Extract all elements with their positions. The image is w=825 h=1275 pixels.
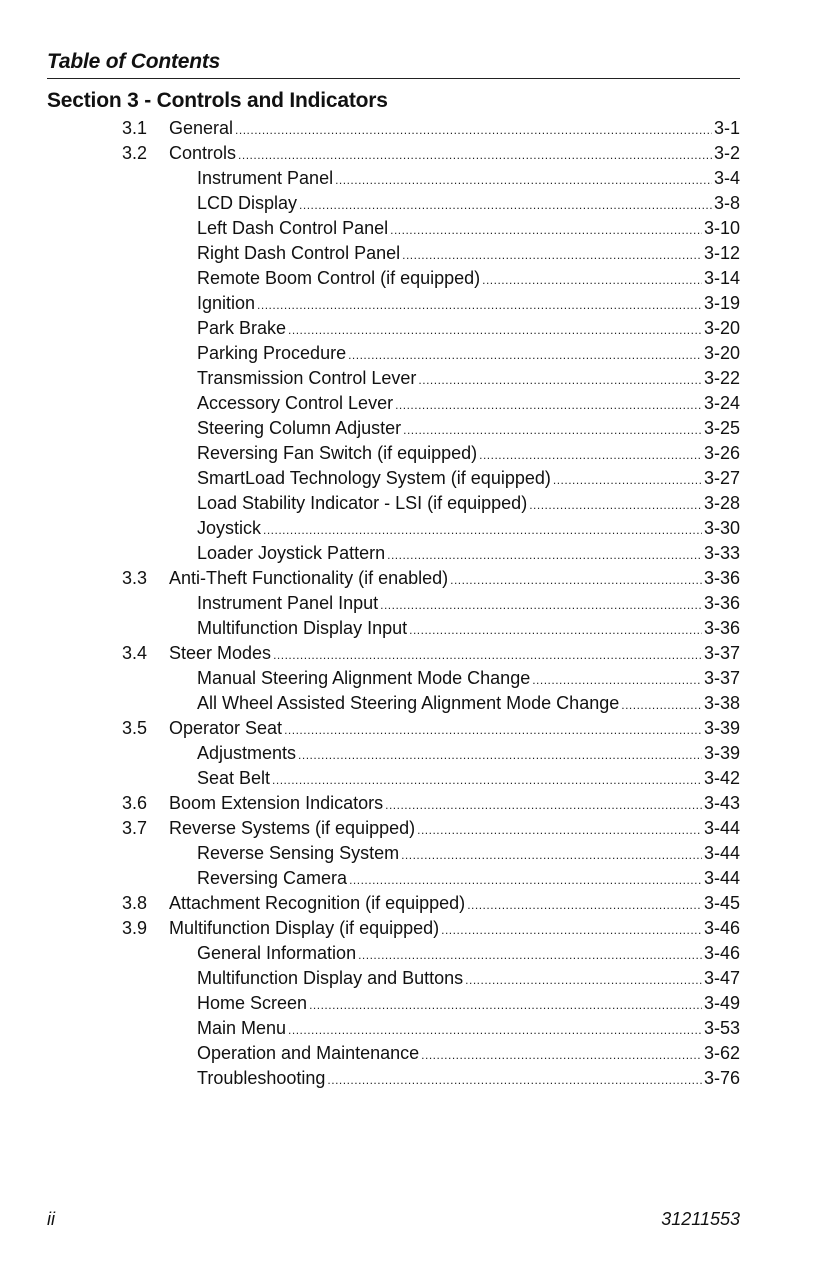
toc-entry[interactable]: [0, 641, 825, 666]
dot-leader: [403, 418, 702, 443]
toc-entry-body: [197, 216, 740, 243]
toc-entry-number: 3.4: [122, 643, 148, 663]
toc-entry-page: 3-46: [703, 918, 740, 938]
toc-entry-body: [169, 891, 740, 918]
toc-entry-page: 3-37: [703, 643, 740, 663]
toc-entry-body: [197, 241, 740, 268]
dot-leader: [482, 268, 702, 293]
dot-leader: [299, 193, 712, 218]
toc-entry-body: [197, 1066, 740, 1093]
toc-entry-number: 3.7: [122, 818, 148, 838]
dot-leader: [402, 243, 702, 268]
toc-entry-label: Attachment Recognition (if equipped): [169, 893, 466, 913]
toc-entry[interactable]: [0, 691, 825, 716]
toc-entry-body: [197, 466, 740, 493]
toc-entry-body: [197, 866, 740, 893]
toc-entry-page: 3-8: [713, 193, 740, 213]
dot-leader: [284, 718, 702, 743]
toc-entry-page: 3-76: [703, 1068, 740, 1088]
dot-leader: [621, 693, 702, 718]
toc-entry-page: 3-42: [703, 768, 740, 788]
toc-entry-label: Main Menu: [197, 1018, 287, 1038]
dot-leader: [385, 793, 702, 818]
toc-entry-label: Manual Steering Alignment Mode Change: [197, 668, 531, 688]
toc-entry[interactable]: [0, 891, 825, 916]
toc-entry-body: [169, 566, 740, 593]
dot-leader: [358, 943, 702, 968]
toc-entry-number: 3.3: [122, 568, 148, 588]
toc-entry-label: Anti-Theft Functionality (if enabled): [169, 568, 449, 588]
toc-entry-page: 3-36: [703, 593, 740, 613]
toc-entry-label: Home Screen: [197, 993, 308, 1013]
toc-entry[interactable]: [0, 241, 825, 266]
toc-entry-page: 3-12: [703, 243, 740, 263]
toc-entry-body: [197, 291, 740, 318]
toc-entry-body: [197, 366, 740, 393]
toc-entry[interactable]: [0, 541, 825, 566]
toc-entry-number: 3.1: [122, 118, 148, 138]
toc-entry-page: 3-39: [703, 743, 740, 763]
toc-entry-page: 3-47: [703, 968, 740, 988]
toc-entry-body: [197, 341, 740, 368]
toc-entry-label: Joystick: [197, 518, 262, 538]
toc-entry-page: 3-39: [703, 718, 740, 738]
toc-entry-label: Reversing Fan Switch (if equipped): [197, 443, 478, 463]
toc-entry[interactable]: [0, 591, 825, 616]
toc-entry-page: 3-22: [703, 368, 740, 388]
toc-entry-body: [197, 391, 740, 418]
toc-entry-label: Troubleshooting: [197, 1068, 326, 1088]
toc-entry-body: [197, 591, 740, 618]
toc-entry-page: 3-4: [713, 168, 740, 188]
toc-entry[interactable]: [0, 866, 825, 891]
toc-entry[interactable]: [0, 1016, 825, 1041]
toc-entry-page: 3-1: [713, 118, 740, 138]
toc-entry-page: 3-19: [703, 293, 740, 313]
toc-entry-label: Steer Modes: [169, 643, 272, 663]
toc-entry-page: 3-46: [703, 943, 740, 963]
toc-entry-number: 3.9: [122, 918, 148, 938]
toc-entry[interactable]: [0, 791, 825, 816]
toc-entry-body: [197, 991, 740, 1018]
toc-entry-page: 3-20: [703, 343, 740, 363]
toc-entry[interactable]: [0, 916, 825, 941]
section-title: Section 3 - Controls and Indicators: [47, 89, 388, 112]
toc-entry-body: [169, 791, 740, 818]
toc-entry-body: [197, 266, 740, 293]
toc-entry-label: Operator Seat: [169, 718, 283, 738]
toc-entry-label: Loader Joystick Pattern: [197, 543, 386, 563]
dot-leader: [529, 493, 702, 518]
dot-leader: [467, 893, 702, 918]
toc-entry-page: 3-30: [703, 518, 740, 538]
toc-entry[interactable]: [0, 716, 825, 741]
dot-leader: [401, 843, 702, 868]
toc-entry-label: LCD Display: [197, 193, 298, 213]
toc-entry-body: [169, 716, 740, 743]
toc-entry-number: 3.2: [122, 143, 148, 163]
toc-entry[interactable]: [0, 766, 825, 791]
toc-entry[interactable]: [0, 566, 825, 591]
dot-leader: [421, 1043, 702, 1068]
toc-entry-label: Park Brake: [197, 318, 287, 338]
toc-entry[interactable]: [0, 391, 825, 416]
toc-entry-label: Multifunction Display and Buttons: [197, 968, 464, 988]
toc-entry-page: 3-2: [713, 143, 740, 163]
toc-entry-page: 3-38: [703, 693, 740, 713]
toc-entry-label: Reverse Systems (if equipped): [169, 818, 416, 838]
toc-entry-label: Controls: [169, 143, 237, 163]
dot-leader: [409, 618, 702, 643]
dot-leader: [235, 118, 712, 143]
toc-entry-body: [197, 516, 740, 543]
dot-leader: [395, 393, 702, 418]
dot-leader: [553, 468, 702, 493]
toc-entry-page: 3-37: [703, 668, 740, 688]
dot-leader: [532, 668, 702, 693]
toc-entry-body: [197, 941, 740, 968]
toc-entry[interactable]: [0, 216, 825, 241]
toc-entry[interactable]: [0, 291, 825, 316]
toc-entry-label: Right Dash Control Panel: [197, 243, 401, 263]
toc-entry-label: Left Dash Control Panel: [197, 218, 389, 238]
toc-entry-page: 3-28: [703, 493, 740, 513]
toc-entry[interactable]: [0, 816, 825, 841]
toc-entry-body: [197, 1016, 740, 1043]
dot-leader: [288, 318, 702, 343]
toc-entry-label: Load Stability Indicator - LSI (if equipped): [197, 493, 528, 513]
toc-entry-label: SmartLoad Technology System (if equipped): [197, 468, 551, 488]
toc-entry-body: [197, 491, 740, 518]
toc-entry-label: Instrument Panel Input: [197, 593, 379, 613]
toc-entry-page: 3-20: [703, 318, 740, 338]
footer-page-number: ii: [47, 1209, 55, 1229]
toc-entry[interactable]: [0, 1041, 825, 1066]
toc-entry-body: [169, 916, 740, 943]
toc-entry-label: Multifunction Display Input: [197, 618, 408, 638]
toc-entry-label: Ignition: [197, 293, 256, 313]
dot-leader: [238, 143, 712, 168]
dot-leader: [441, 918, 702, 943]
toc-entry-number: 3.6: [122, 793, 148, 813]
toc-entry-page: 3-44: [703, 818, 740, 838]
toc-entry-label: Seat Belt: [197, 768, 271, 788]
toc-entry-page: 3-45: [703, 893, 740, 913]
toc-entry[interactable]: [0, 741, 825, 766]
toc-entry[interactable]: [0, 516, 825, 541]
toc-entry[interactable]: [0, 341, 825, 366]
toc-entry-body: [169, 816, 740, 843]
dot-leader: [288, 1018, 702, 1043]
toc-entry-label: Boom Extension Indicators: [169, 793, 384, 813]
toc-entry[interactable]: [0, 366, 825, 391]
dot-leader: [327, 1068, 702, 1093]
toc-entry-label: General Information: [197, 943, 357, 963]
toc-entry-label: Reverse Sensing System: [197, 843, 400, 863]
toc-entry[interactable]: [0, 316, 825, 341]
toc-entry-body: [197, 541, 740, 568]
toc-entry-page: 3-36: [703, 618, 740, 638]
dot-leader: [263, 518, 702, 543]
page-header: [47, 50, 740, 79]
dot-leader: [335, 168, 712, 193]
toc-entry-page: 3-27: [703, 468, 740, 488]
toc-entry[interactable]: [0, 191, 825, 216]
page-title: Table of Contents: [47, 50, 221, 73]
dot-leader: [272, 768, 702, 793]
toc-entry-label: Accessory Control Lever: [197, 393, 394, 413]
dot-leader: [479, 443, 702, 468]
toc-entry-page: 3-26: [703, 443, 740, 463]
toc-entry-label: Adjustments: [197, 743, 297, 763]
toc-entry-body: [197, 966, 740, 993]
toc-entry-page: 3-24: [703, 393, 740, 413]
dot-leader: [309, 993, 702, 1018]
toc-entry[interactable]: [0, 141, 825, 166]
toc-entry-page: 3-49: [703, 993, 740, 1013]
dot-leader: [349, 868, 702, 893]
toc-entry-body: [169, 141, 740, 168]
toc-entry[interactable]: [0, 941, 825, 966]
toc-entry-page: 3-44: [703, 868, 740, 888]
dot-leader: [273, 643, 702, 668]
toc-entry-body: [197, 191, 740, 218]
toc-entry-body: [197, 1041, 740, 1068]
toc-entry-body: [197, 616, 740, 643]
toc-entry[interactable]: [0, 966, 825, 991]
dot-leader: [390, 218, 702, 243]
toc-entry-body: [197, 666, 740, 693]
toc-entry-body: [197, 691, 740, 718]
toc-entry-number: 3.8: [122, 893, 148, 913]
toc-entry[interactable]: [0, 266, 825, 291]
toc-entry-body: [169, 641, 740, 668]
toc-entry-body: [197, 766, 740, 793]
toc-entry-label: Remote Boom Control (if equipped): [197, 268, 481, 288]
dot-leader: [465, 968, 702, 993]
toc-entry-label: Transmission Control Lever: [197, 368, 417, 388]
toc-entry[interactable]: [0, 466, 825, 491]
toc-entry-body: [197, 441, 740, 468]
toc-entry-body: [197, 841, 740, 868]
dot-leader: [257, 293, 702, 318]
toc-entry[interactable]: [0, 991, 825, 1016]
toc-entry-label: Multifunction Display (if equipped): [169, 918, 440, 938]
dot-leader: [417, 818, 702, 843]
toc-entry-page: 3-33: [703, 543, 740, 563]
toc-entry-page: 3-14: [703, 268, 740, 288]
toc-entry-label: Steering Column Adjuster: [197, 418, 402, 438]
toc-entry-label: Operation and Maintenance: [197, 1043, 420, 1063]
toc-entry-label: Reversing Camera: [197, 868, 348, 888]
dot-leader: [450, 568, 702, 593]
toc-entry[interactable]: [0, 666, 825, 691]
toc-entry-label: Instrument Panel: [197, 168, 334, 188]
toc-entry[interactable]: [0, 616, 825, 641]
toc-entry-page: 3-10: [703, 218, 740, 238]
toc-entry[interactable]: [0, 841, 825, 866]
dot-leader: [298, 743, 702, 768]
toc-entry-page: 3-53: [703, 1018, 740, 1038]
toc-entry[interactable]: [0, 166, 825, 191]
toc-entry-page: 3-43: [703, 793, 740, 813]
toc-entry-label: General: [169, 118, 234, 138]
toc-entry-number: 3.5: [122, 718, 148, 738]
toc-entry-body: [197, 166, 740, 193]
toc-entry-page: 3-25: [703, 418, 740, 438]
toc-entry-page: 3-44: [703, 843, 740, 863]
footer-doc-number: 31211553: [661, 1209, 740, 1229]
toc-entry-body: [169, 116, 740, 143]
toc-entry[interactable]: [0, 491, 825, 516]
dot-leader: [418, 368, 702, 393]
toc-entry-body: [197, 416, 740, 443]
toc-entry[interactable]: [0, 1066, 825, 1091]
toc-entry[interactable]: [0, 416, 825, 441]
toc-entry[interactable]: [0, 116, 825, 141]
toc-entry[interactable]: [0, 441, 825, 466]
toc-entry-body: [197, 741, 740, 768]
dot-leader: [348, 343, 702, 368]
dot-leader: [380, 593, 702, 618]
toc-entry-body: [197, 316, 740, 343]
dot-leader: [387, 543, 702, 568]
toc-entry-label: All Wheel Assisted Steering Alignment Mode Change: [197, 693, 620, 713]
toc-entry-page: 3-36: [703, 568, 740, 588]
toc-entry-label: Parking Procedure: [197, 343, 347, 363]
toc-list: [0, 116, 825, 1091]
toc-entry-page: 3-62: [703, 1043, 740, 1063]
